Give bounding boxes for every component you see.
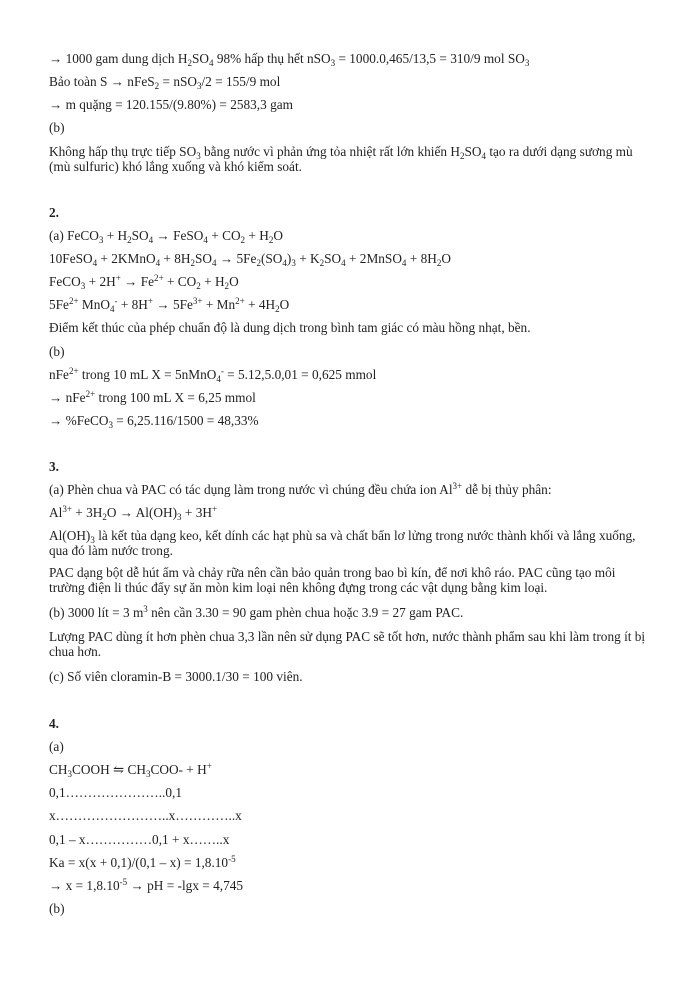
text-run: + 2H	[85, 274, 116, 289]
supscript: 3+	[452, 481, 463, 492]
supscript: -	[220, 366, 224, 377]
text-run: Al	[49, 505, 63, 520]
text-line	[49, 785, 182, 800]
subscript: 2	[436, 257, 442, 268]
text-run: /2 = 155/9 mol	[201, 74, 281, 89]
subscript: 4	[203, 234, 208, 245]
supscript: +	[147, 296, 153, 307]
subscript: 3	[177, 511, 182, 522]
text-run: CH	[49, 762, 68, 777]
text-run: tạo ra dưới dạng sương mù (mù sulfuric) khó lắng xuống và khó kiểm soát.	[49, 144, 633, 174]
text-run: (c) Số viên cloramin-B = 3000.1/30 = 100 viên.	[49, 669, 303, 684]
text-line	[49, 274, 239, 289]
text-run: nFe	[49, 367, 69, 382]
text-run: PAC dạng bột dễ hút ẩm và chảy rữa nên cần bảo quản trong bao bì kín, để nơi khô ráo. PAC cũng tạo môi trường điện li thúc đẩy sự ăn mòn kim loại nên không đựng trong các vật dụng bằng kim loại.	[49, 565, 616, 595]
text-run: 0,1 – x……………0,1 + x……..x	[49, 832, 230, 847]
subscript: 2	[190, 257, 196, 268]
text-run: → %FeCO	[49, 413, 109, 428]
text-run: (a) Phèn chua và PAC có tác dụng làm trong nước vì chúng đều chứa ion Al	[49, 482, 453, 497]
text-run: O	[441, 251, 451, 266]
subscript: 4	[481, 150, 487, 161]
subscript: 2	[459, 150, 465, 161]
text-line	[49, 739, 64, 754]
text-run: (a)	[49, 739, 64, 754]
text-run: Al(OH)	[49, 528, 91, 543]
text-run: 2.	[49, 205, 59, 220]
supscript: 3+	[192, 296, 203, 307]
text-line	[49, 901, 65, 916]
subscript: 2	[275, 303, 280, 314]
text-run: 3.	[49, 459, 59, 474]
text-run: Bảo toàn S → nFeS	[49, 74, 155, 89]
text-run: x……………………..x…………..x	[49, 808, 242, 823]
subscript: 3	[98, 234, 104, 245]
subscript: 4	[341, 257, 346, 268]
text-line	[49, 390, 256, 405]
text-run: MnO	[78, 297, 110, 312]
text-line	[49, 808, 242, 823]
subscript: 3	[291, 257, 296, 268]
text-run: + 3H	[181, 505, 212, 520]
subscript: 2	[127, 234, 132, 245]
text-run: 4.	[49, 716, 59, 731]
text-line	[49, 74, 280, 89]
text-run: (b)	[49, 344, 65, 359]
subscript: 4	[92, 257, 98, 268]
supscript: -5	[119, 877, 128, 888]
paragraph	[49, 565, 647, 595]
text-line	[49, 367, 376, 382]
text-run: nên cần 3.30 = 90 gam phèn chua hoặc 3.9 = 27 gam PAC.	[147, 605, 464, 620]
subscript: 4	[401, 257, 407, 268]
text-line	[49, 855, 236, 870]
text-run: 98% hấp thụ hết nSO	[213, 51, 331, 66]
text-line	[49, 413, 259, 428]
supscript: 2+	[85, 389, 96, 400]
subscript: 3	[196, 80, 202, 91]
text-line	[49, 505, 217, 520]
text-run: + CO	[207, 228, 241, 243]
text-line	[49, 832, 229, 847]
subscript: 4	[216, 373, 221, 384]
text-run: trong 100 mL X = 6,25 mmol	[95, 390, 256, 405]
subscript: 2	[196, 280, 201, 291]
subscript: 2	[319, 257, 325, 268]
text-run: Không hấp thụ trực tiếp SO	[49, 144, 197, 159]
subscript: 2	[268, 234, 274, 245]
text-line	[49, 251, 451, 266]
subscript: 4	[209, 57, 214, 68]
paragraph	[49, 144, 647, 174]
text-line	[49, 97, 293, 112]
text-line	[49, 120, 65, 135]
section-heading-4	[49, 716, 59, 731]
text-run: + 8H	[160, 251, 191, 266]
text-run: → 1000 gam dung dịch H	[49, 51, 188, 66]
subscript: 3	[108, 419, 113, 430]
subscript: 4	[155, 257, 161, 268]
subscript: 3	[145, 768, 151, 779]
text-run: 5Fe	[49, 297, 69, 312]
text-run: + 3H	[71, 505, 103, 520]
text-run: → nFe	[49, 390, 86, 405]
text-run: Ka = x(x + 0,1)/(0,1 – x) = 1,8.10	[49, 855, 229, 870]
text-run: + CO	[163, 274, 197, 289]
supscript: +	[115, 273, 121, 284]
text-run: = 5.12,5.0,01 = 0,625 mmol	[223, 367, 377, 382]
subscript: 3	[90, 534, 95, 545]
paragraph	[49, 629, 647, 659]
text-run: là kết tủa dạng keo, kết dính các hạt phù sa và chất bẩn lơ lửng trong nước thành khối và lắng xuống, qua đó làm nước trong.	[49, 528, 636, 558]
text-run: + K	[295, 251, 320, 266]
supscript: 2+	[68, 366, 79, 377]
subscript: 4	[148, 234, 154, 245]
paragraph	[49, 528, 647, 558]
text-run: (SO	[260, 251, 283, 266]
text-run: + H	[200, 274, 225, 289]
subscript: 3	[196, 150, 201, 161]
text-run: → m quặng = 120.155/(9.80%) = 2583,3 gam	[49, 97, 293, 112]
text-run: = 1000.0,465/13,5 = 310/9 mol SO	[335, 51, 525, 66]
subscript: 3	[80, 280, 86, 291]
text-run: O → Al(OH)	[106, 505, 178, 520]
subscript: 2	[102, 511, 107, 522]
text-run: SO	[324, 251, 342, 266]
text-run: = nSO	[159, 74, 197, 89]
text-run: dễ bị thủy phân:	[462, 482, 552, 497]
text-run: O	[229, 274, 239, 289]
text-line	[49, 51, 529, 66]
text-run: = 6,25.116/1500 = 48,33%	[112, 413, 259, 428]
subscript: 2	[256, 257, 261, 268]
text-run: Lượng PAC dùng ít hơn phèn chua 3,3 lần nên sử dụng PAC sẽ tốt hơn, nước thành phẩm sau khi làm trong ít bị chua hơn.	[49, 629, 646, 659]
text-line	[49, 297, 289, 312]
text-run: COO- + H	[150, 762, 207, 777]
text-run: (b)	[49, 120, 65, 135]
subscript: 2	[187, 57, 193, 68]
text-run: O	[273, 228, 283, 243]
subscript: 2	[240, 234, 246, 245]
text-run: trong 10 mL X = 5nMnO	[78, 367, 217, 382]
supscript: -	[114, 296, 118, 307]
section-heading-3	[49, 459, 59, 474]
supscript: +	[206, 761, 212, 772]
text-run: 0,1…………………..0,1	[49, 785, 182, 800]
text-run: + 2MnSO	[345, 251, 402, 266]
text-run: + Mn	[202, 297, 236, 312]
text-line	[49, 669, 303, 684]
text-run: + 4H	[244, 297, 276, 312]
supscript: 3+	[62, 504, 72, 515]
text-run: → Fe	[120, 274, 155, 289]
text-line	[49, 878, 243, 893]
text-run: COOH ⇋ CH	[72, 762, 146, 777]
subscript: 3	[524, 57, 530, 68]
subscript: 2	[224, 280, 230, 291]
subscript: 3	[330, 57, 336, 68]
supscript: 2+	[68, 296, 79, 307]
subscript: 4	[282, 257, 287, 268]
text-run: → 5Fe	[153, 297, 193, 312]
text-run: + 8H	[406, 251, 437, 266]
subscript: 2	[154, 80, 160, 91]
subscript: 4	[212, 257, 217, 268]
text-run: bằng nước vì phản ứng tỏa nhiệt rất lớn khiến H	[200, 144, 460, 159]
text-run: → pH = -lgx = 4,745	[127, 878, 244, 893]
text-run: (b) 3000 lít = 3 m	[49, 605, 144, 620]
text-run: SO	[192, 51, 210, 66]
section-heading-2	[49, 205, 59, 220]
text-run: + H	[245, 228, 269, 243]
supscript: +	[211, 504, 218, 515]
text-run: (a) FeCO	[49, 228, 99, 243]
text-run: + H	[103, 228, 128, 243]
text-run: )	[286, 251, 292, 266]
supscript: 2+	[235, 296, 245, 307]
text-run: SO	[131, 228, 149, 243]
text-line	[49, 344, 65, 359]
supscript: -5	[228, 854, 236, 865]
text-run: FeCO	[49, 274, 81, 289]
text-run: + 8H	[117, 297, 148, 312]
subscript: 4	[109, 303, 115, 314]
text-line	[49, 320, 531, 335]
text-run: O	[279, 297, 290, 312]
text-run: (b)	[49, 901, 65, 916]
subscript: 3	[67, 768, 72, 779]
supscript: 3	[143, 604, 148, 615]
equilibrium-equation	[49, 762, 212, 777]
supscript: 2+	[154, 273, 164, 284]
text-run: SO	[464, 144, 482, 159]
text-run: 10FeSO	[49, 251, 93, 266]
text-line	[49, 605, 463, 620]
text-run: → 5Fe	[216, 251, 257, 266]
text-run: SO	[195, 251, 213, 266]
text-line	[49, 228, 283, 243]
text-run: → FeSO	[153, 228, 204, 243]
text-run: + 2KMnO	[97, 251, 156, 266]
text-run: Điểm kết thúc của phép chuẩn độ là dung dịch trong bình tam giác có màu hồng nhạt, bền.	[49, 320, 531, 335]
text-line	[49, 482, 552, 497]
text-run: → x = 1,8.10	[49, 878, 120, 893]
